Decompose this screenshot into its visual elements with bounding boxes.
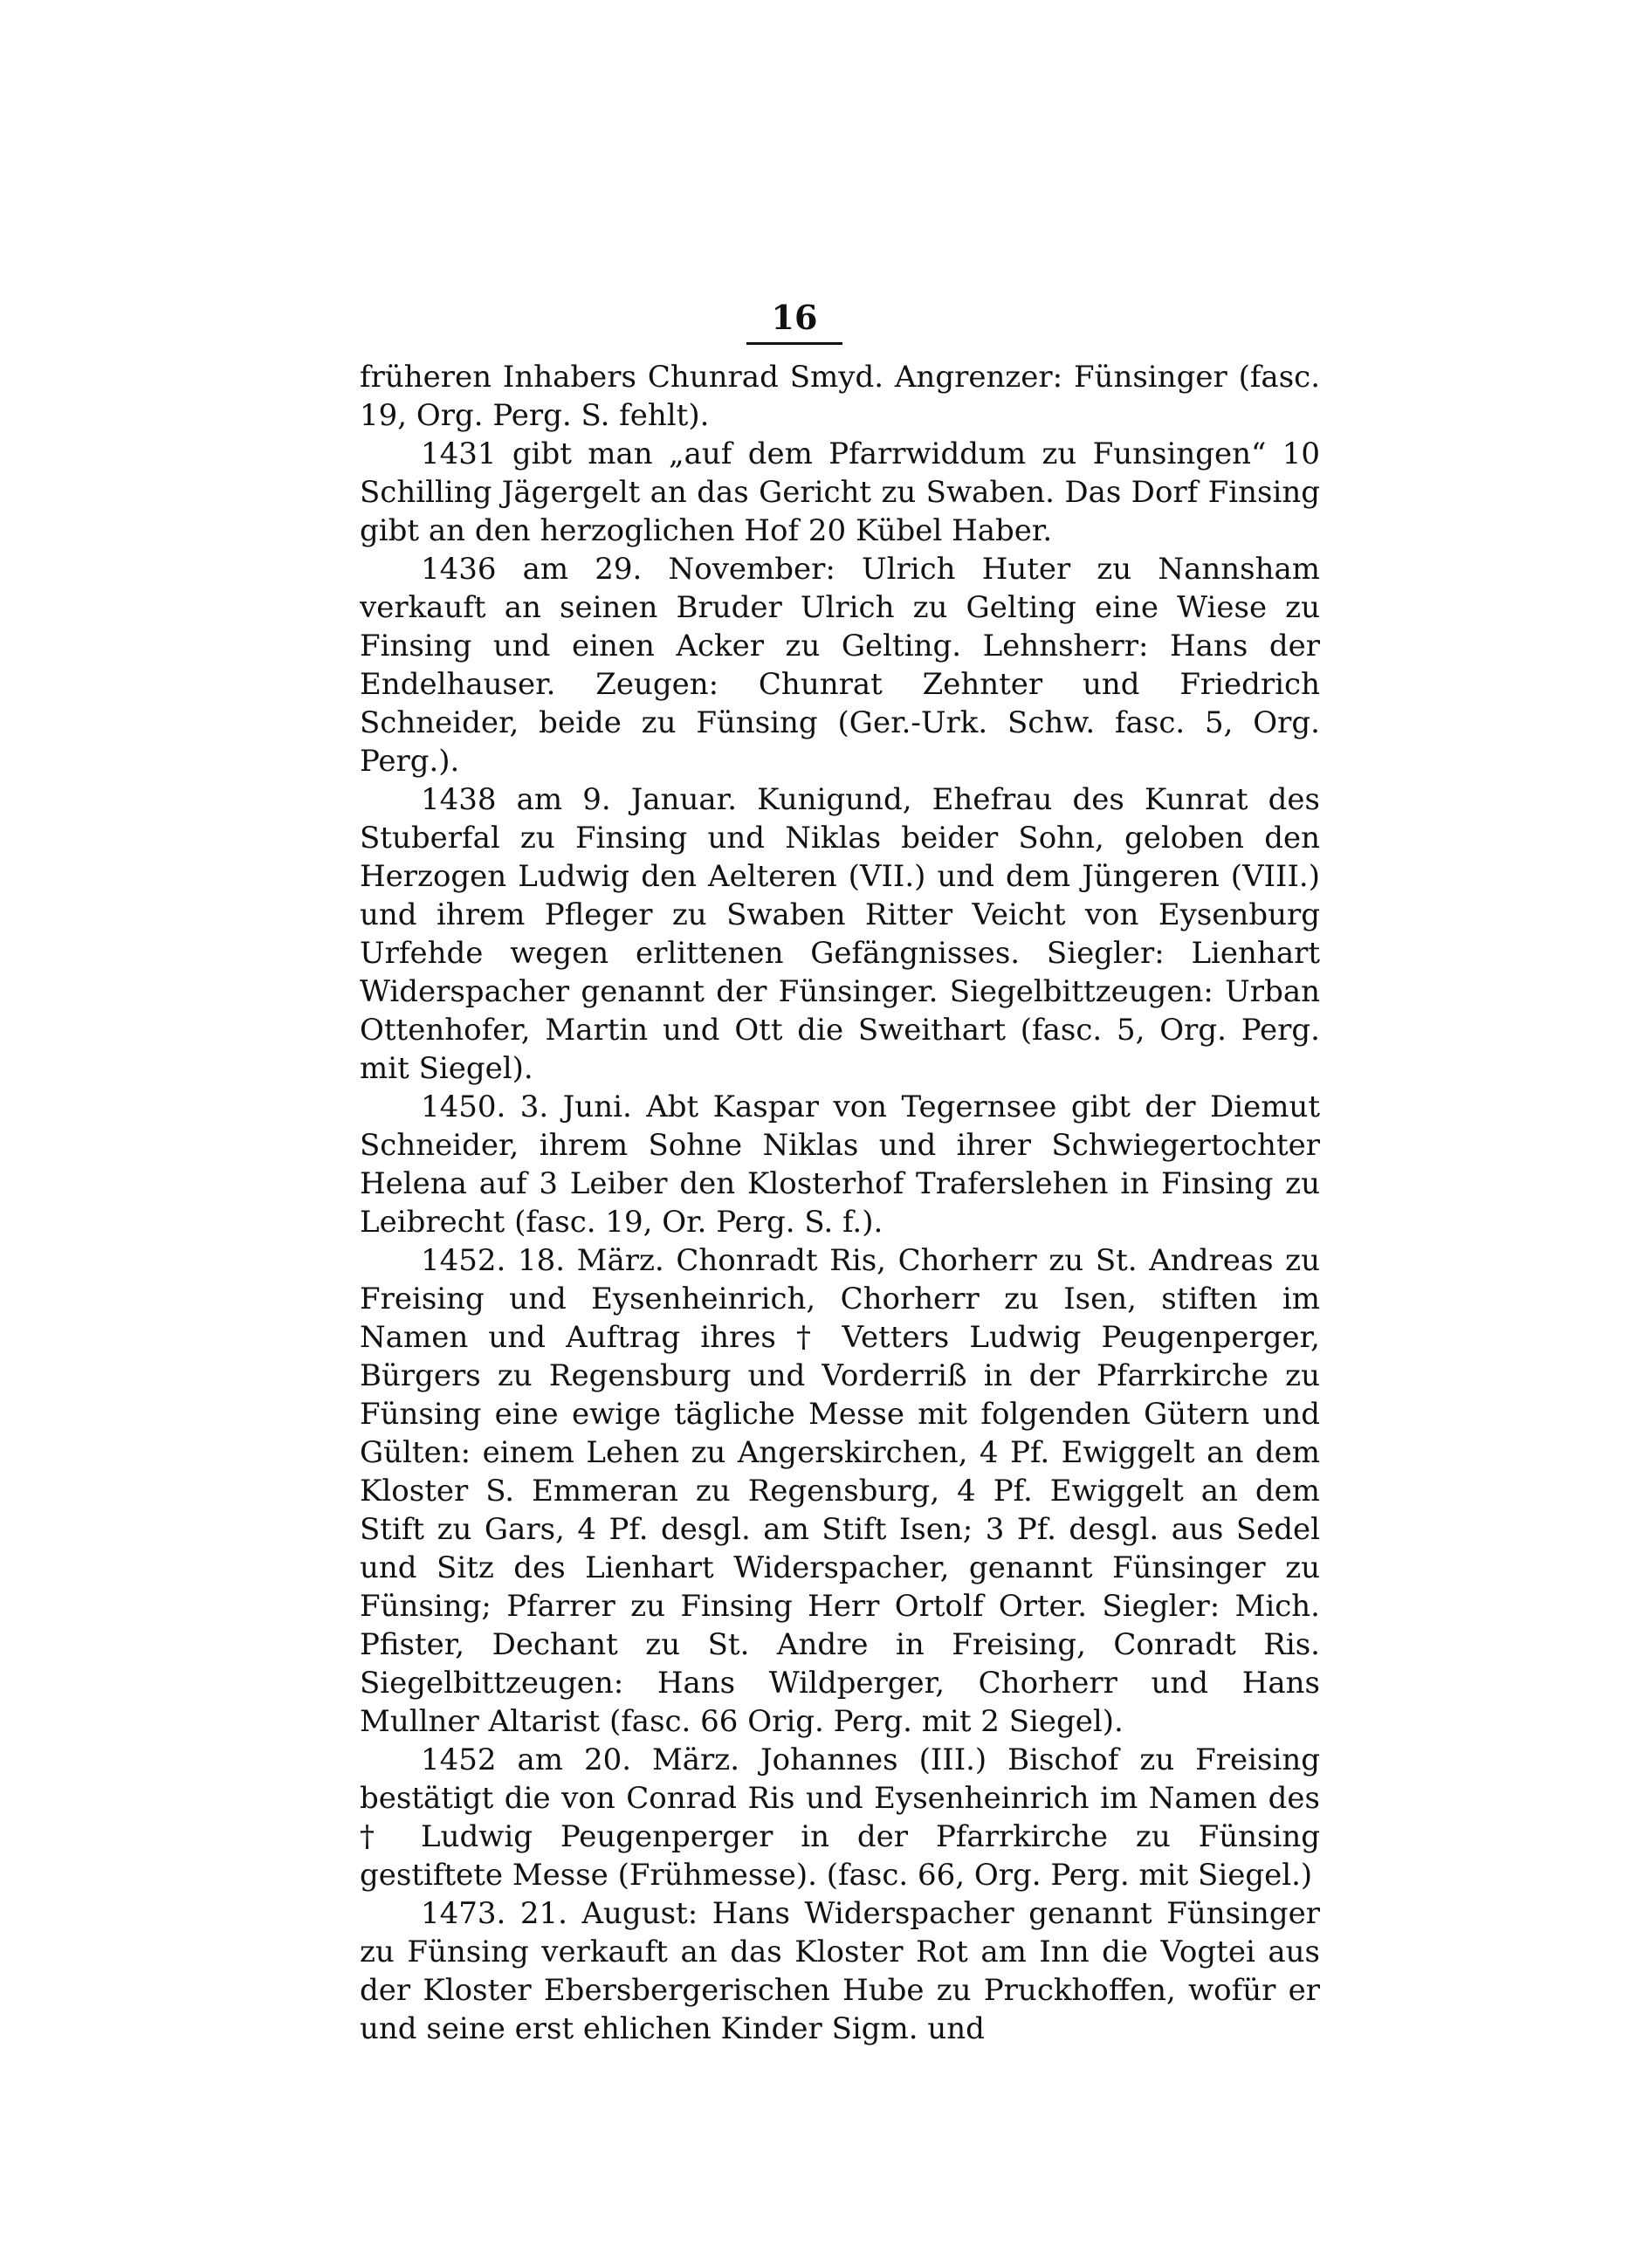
paragraph-1431: 1431 gibt man „auf dem Pfarrwiddum zu Funsingen“ 10 Schilling Jägergelt an das Gericht zu Swaben. Das Dorf Finsing gibt an den herzoglichen Hof 20 Kübel Haber. bbox=[360, 436, 1320, 548]
document-body bbox=[360, 358, 1320, 2048]
paragraph-1452-march-18: 1452. 18. März. Chonradt Ris, Chorherr zu St. Andreas zu Freising und Eysenheinrich, Chorherr zu Isen, stiften im Namen und Auftrag ihres † Vetters Ludwig Peugenperger, Bürgers zu Regensburg und Vorderriß in der Pfarrkirche zu Fünsing eine ewige tägliche Messe mit folgenden Gütern und Gülten: einem Lehen zu Angerskirchen, 4 Pf. Ewiggelt an dem Kloster S. Emmeran zu Regensburg, 4 Pf. Ewiggelt an dem Stift zu Gars, 4 Pf. desgl. am Stift Isen; 3 Pf. desgl. aus Sedel und Sitz des Lienhart Widerspacher, genannt Fünsinger zu Fünsing; Pfarrer zu Finsing Herr Ortolf Orter. Siegler: Mich. Pfister, Dechant zu St. Andre in Freising, Conradt Ris. Siegelbittzeugen: Hans Wildperger, Chorherr und Hans Mullner Altarist (fasc. 66 Orig. Perg. mit 2 Siegel). bbox=[360, 1243, 1320, 1739]
page-number: 16 bbox=[771, 298, 818, 337]
paragraph-continuation: früheren Inhabers Chunrad Smyd. Angrenzer: Fünsinger (fasc. 19, Org. Perg. S. fehlt). bbox=[360, 360, 1320, 433]
paragraph-1436: 1436 am 29. November: Ulrich Huter zu Nannsham verkauft an seinen Bruder Ulrich zu Gelting eine Wiese zu Finsing und einen Acker zu Gelting. Lehnsherr: Hans der Endelhauser. Zeugen: Chunrat Zehnter und Friedrich Schneider, beide zu Fünsing (Ger.-Urk. Schw. fasc. 5, Org. Perg.). bbox=[360, 552, 1320, 779]
page-number-underline bbox=[746, 342, 842, 345]
paragraph-1450: 1450. 3. Juni. Abt Kaspar von Tegernsee gibt der Diemut Schneider, ihrem Sohne Niklas und ihrer Schwiegertochter Helena auf 3 Leiber den Klosterhof Traferslehen in Finsing zu Leibrecht (fasc. 19, Or. Perg. S. f.). bbox=[360, 1089, 1320, 1240]
paragraph-1452-march-20: 1452 am 20. März. Johannes (III.) Bischof zu Freising bestätigt die von Conrad Ris und Eysenheinrich im Namen des † Ludwig Peugenperger in der Pfarrkirche zu Fünsing gestiftete Messe (Frühmesse). (fasc. 66, Org. Perg. mit Siegel.) bbox=[360, 1742, 1320, 1893]
paragraph-1438: 1438 am 9. Januar. Kunigund, Ehefrau des Kunrat des Stuberfal zu Finsing und Niklas beider Sohn, geloben den Herzogen Ludwig den Aelteren (VII.) und dem Jüngeren (VIII.) und ihrem Pfleger zu Swaben Ritter Veicht von Eysenburg Urfehde wegen erlittenen Gefängnisses. Siegler: Lienhart Widerspacher genannt der Fünsinger. Siegelbittzeugen: Urban Ottenhofer, Martin und Ott die Sweithart (fasc. 5, Org. Perg. mit Siegel). bbox=[360, 782, 1320, 1086]
paragraph-1473: 1473. 21. August: Hans Widerspacher genannt Fünsinger zu Fünsing verkauft an das Kloster Rot am Inn die Vogtei aus der Kloster Ebersbergerischen Hube zu Pruckhoffen, wofür er und seine erst ehlichen Kinder Sigm. und bbox=[360, 1896, 1320, 2046]
